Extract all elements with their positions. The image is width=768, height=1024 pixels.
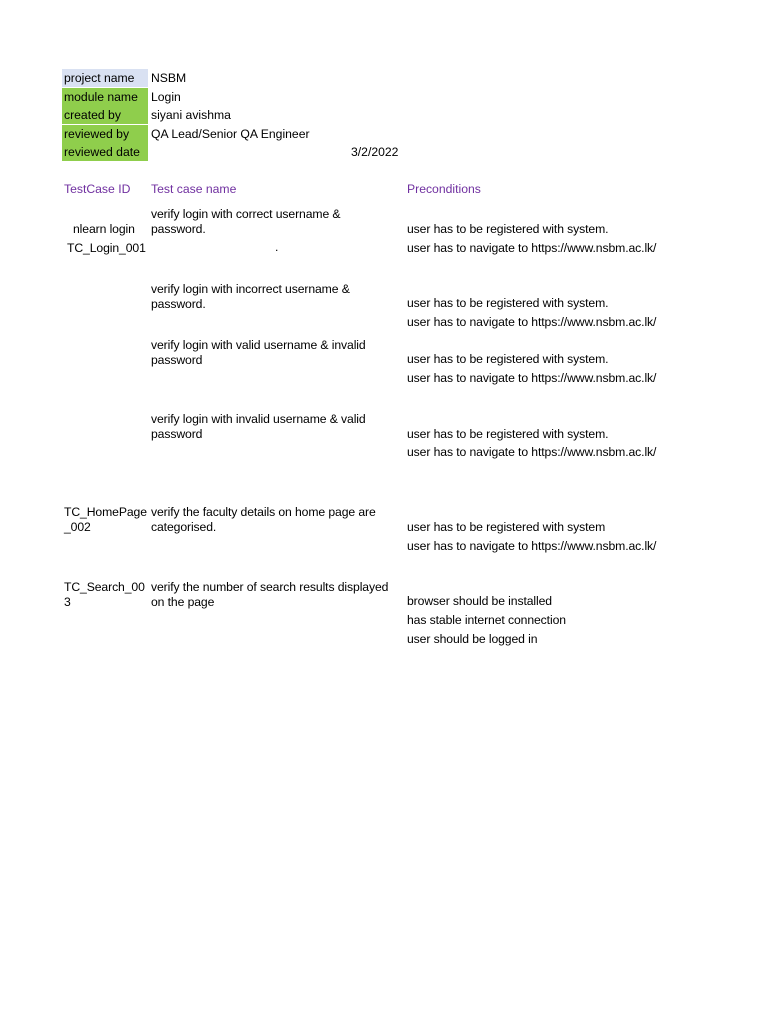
reviewed-date-value: 3/2/2022	[351, 145, 399, 159]
project-name-label: project name	[62, 69, 148, 87]
row6-precondition-1: browser should be installed	[407, 594, 552, 608]
row4-precondition-2: user has to navigate to https://www.nsbm.ac.lk/	[407, 445, 657, 459]
header-testcase-id: TestCase ID	[64, 182, 131, 196]
row2-precondition-2: user has to navigate to https://www.nsbm.ac.lk/	[407, 315, 657, 329]
row2-testcase-name: verify login with incorrect username & password.	[151, 282, 350, 311]
reviewed-by-value: QA Lead/Senior QA Engineer	[151, 127, 310, 141]
reviewed-by-label: reviewed by	[62, 125, 148, 143]
created-by-value: siyani avishma	[151, 108, 231, 122]
row6-precondition-2: has stable internet connection	[407, 613, 566, 627]
row3-testcase-name: verify login with valid username & invalid password	[151, 338, 366, 367]
module-name-value: Login	[151, 90, 181, 104]
row6-id-line1: TC_Search_00	[64, 580, 145, 594]
row5-precondition-1: user has to be registered with system	[407, 520, 606, 534]
row1-precondition-1: user has to be registered with system.	[407, 222, 609, 236]
row4-testcase-name: verify login with invalid username & valid password	[151, 412, 366, 441]
project-name-value: NSBM	[151, 71, 187, 85]
reviewed-date-label: reviewed date	[62, 143, 148, 161]
row1-id-line2: TC_Login_001	[67, 241, 146, 255]
module-name-label: module name	[62, 88, 148, 106]
row1-dot: .	[275, 240, 279, 254]
header-preconditions: Preconditions	[407, 182, 481, 196]
row6-precondition-3: user should be logged in	[407, 632, 538, 646]
row5-testcase-name: verify the faculty details on home page are categorised.	[151, 505, 376, 534]
row1-precondition-2: user has to navigate to https://www.nsbm.ac.lk/	[407, 241, 657, 255]
header-testcase-name: Test case name	[151, 182, 237, 196]
row5-precondition-2: user has to navigate to https://www.nsbm.ac.lk/	[407, 539, 657, 553]
row3-precondition-1: user has to be registered with system.	[407, 352, 609, 366]
row1-testcase-name: verify login with correct username & password.	[151, 207, 341, 236]
row4-precondition-1: user has to be registered with system.	[407, 427, 609, 441]
row5-id-line1: TC_HomePage	[64, 505, 147, 519]
row5-id-line2: _002	[64, 520, 91, 534]
row2-precondition-1: user has to be registered with system.	[407, 296, 609, 310]
created-by-label: created by	[62, 106, 148, 124]
row1-id-line1: nlearn login	[73, 222, 135, 236]
row3-precondition-2: user has to navigate to https://www.nsbm.ac.lk/	[407, 371, 657, 385]
row6-id-line2: 3	[64, 595, 71, 609]
row6-testcase-name: verify the number of search results displayed on the page	[151, 580, 389, 609]
